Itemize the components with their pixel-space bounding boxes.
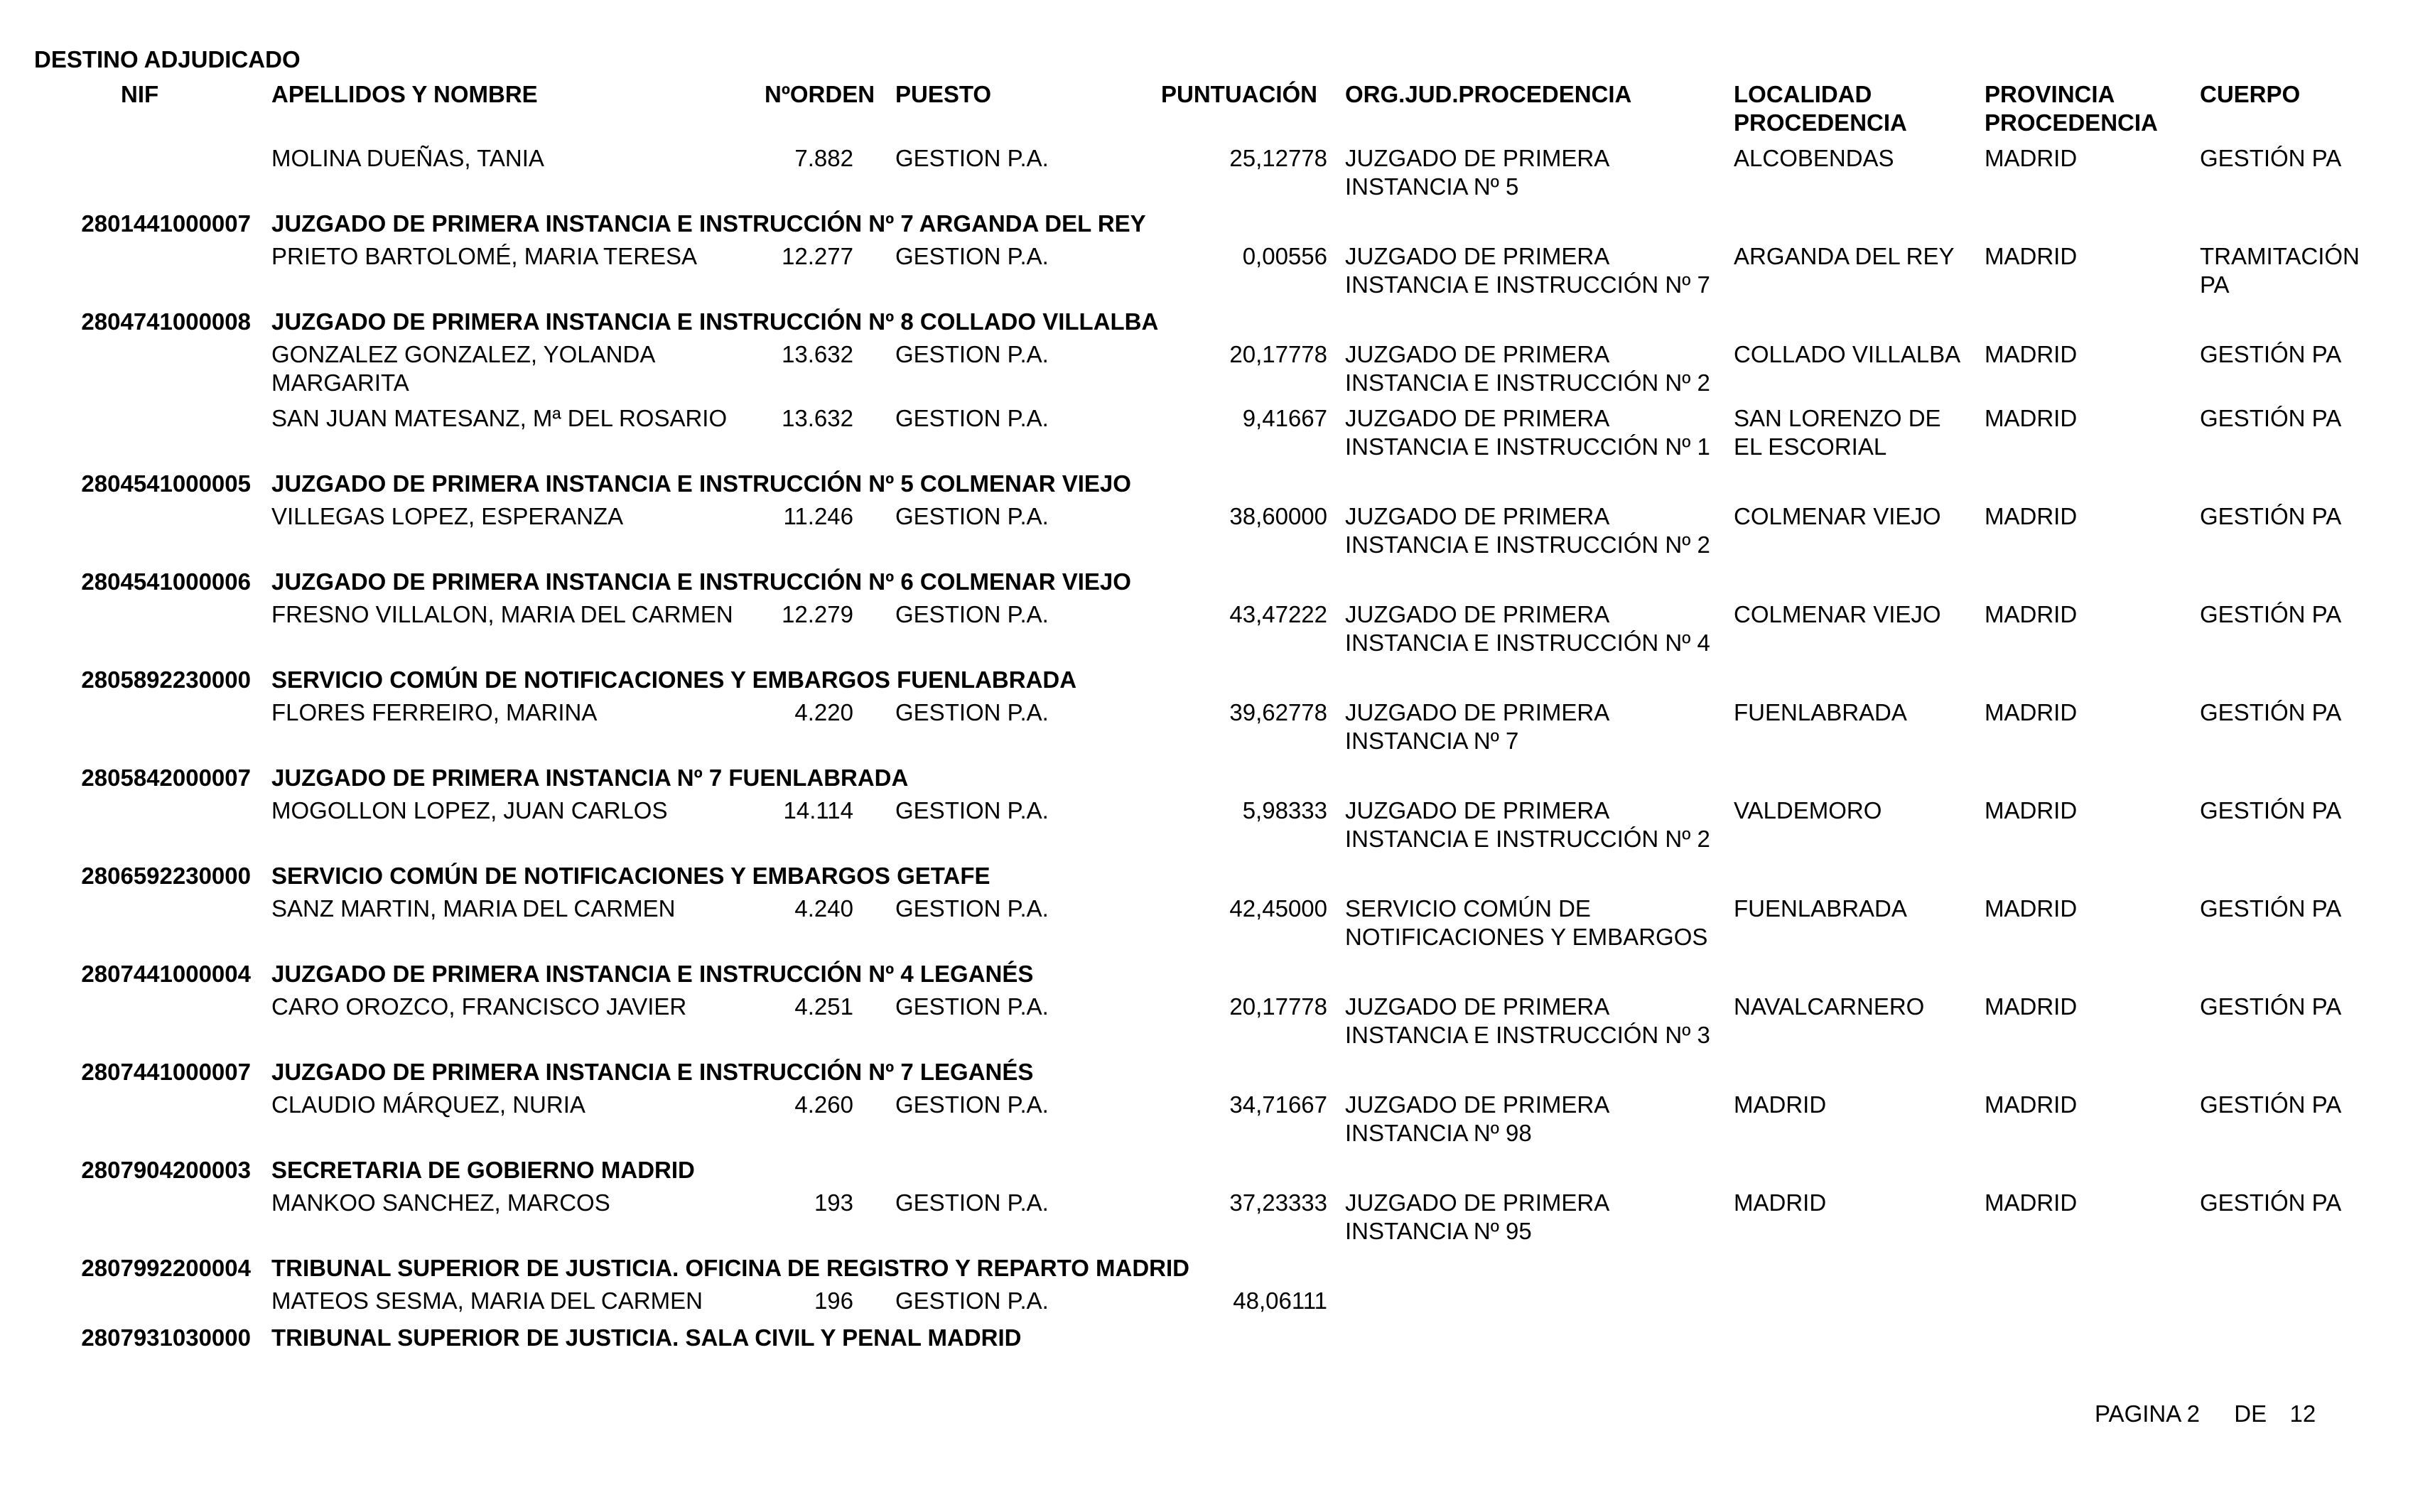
section-title: DESTINO ADJUDICADO xyxy=(34,46,301,72)
cuerpo-cell-line: GESTIÓN PA xyxy=(2200,601,2342,627)
provincia-cell: MADRID xyxy=(1985,699,2078,725)
group-title: SERVICIO COMÚN DE NOTIFICACIONES Y EMBARGOS FUENLABRADA xyxy=(271,666,1077,693)
person-name: CARO OROZCO, FRANCISCO JAVIER xyxy=(271,993,687,1020)
puesto-cell: GESTION P.A. xyxy=(895,699,1049,725)
puntuacion-cell: 5,98333 xyxy=(1242,797,1327,824)
person-name: CLAUDIO MÁRQUEZ, NURIA xyxy=(271,1091,585,1118)
puesto-cell: GESTION P.A. xyxy=(895,895,1049,922)
org-cell-line: JUZGADO DE PRIMERA xyxy=(1345,243,1610,269)
org-cell-line: INSTANCIA E INSTRUCCIÓN Nº 2 xyxy=(1345,826,1710,852)
cuerpo-cell-line: GESTIÓN PA xyxy=(2200,1091,2342,1118)
cuerpo-cell-line: TRAMITACIÓN xyxy=(2200,243,2360,269)
cuerpo-cell-line: GESTIÓN PA xyxy=(2200,503,2342,529)
group-nif: 2807441000004 xyxy=(81,961,251,987)
puntuacion-cell: 39,62778 xyxy=(1229,699,1327,725)
localidad-cell-line: MADRID xyxy=(1734,1189,1827,1216)
person-name: MOLINA DUEÑAS, TANIA xyxy=(271,145,544,171)
header-puesto: PUESTO xyxy=(895,81,992,107)
cuerpo-cell-line: GESTIÓN PA xyxy=(2200,145,2342,171)
group-title: JUZGADO DE PRIMERA INSTANCIA E INSTRUCCIÓN Nº 7 ARGANDA DEL REY xyxy=(271,210,1146,237)
org-cell-line: INSTANCIA Nº 95 xyxy=(1345,1218,1532,1244)
org-cell-line: NOTIFICACIONES Y EMBARGOS xyxy=(1345,924,1708,950)
cuerpo-cell-line: PA xyxy=(2200,271,2230,298)
org-cell-line: JUZGADO DE PRIMERA xyxy=(1345,145,1610,171)
localidad-cell-line: SAN LORENZO DE xyxy=(1734,405,1941,431)
orden-cell: 12.277 xyxy=(782,243,853,269)
localidad-cell-line: EL ESCORIAL xyxy=(1734,433,1887,460)
org-cell-line: SERVICIO COMÚN DE xyxy=(1345,895,1591,922)
provincia-cell: MADRID xyxy=(1985,1189,2078,1216)
page-total: 12 xyxy=(2289,1400,2316,1427)
org-cell-line: JUZGADO DE PRIMERA xyxy=(1345,699,1610,725)
provincia-cell: MADRID xyxy=(1985,145,2078,171)
orden-cell: 11.246 xyxy=(783,503,853,529)
cuerpo-cell-line: GESTIÓN PA xyxy=(2200,699,2342,725)
group-title: JUZGADO DE PRIMERA INSTANCIA Nº 7 FUENLABRADA xyxy=(271,765,909,791)
person-name: PRIETO BARTOLOMÉ, MARIA TERESA xyxy=(271,243,698,269)
orden-cell: 193 xyxy=(814,1189,853,1216)
puesto-cell: GESTION P.A. xyxy=(895,341,1049,367)
person-name: FLORES FERREIRO, MARINA xyxy=(271,699,598,725)
group-nif: 2804741000008 xyxy=(81,308,251,335)
group-title: JUZGADO DE PRIMERA INSTANCIA E INSTRUCCIÓN Nº 7 LEGANÉS xyxy=(271,1059,1034,1085)
puntuacion-cell: 0,00556 xyxy=(1242,243,1327,269)
orden-cell: 13.632 xyxy=(782,341,853,367)
group-nif: 2801441000007 xyxy=(81,210,251,237)
puesto-cell: GESTION P.A. xyxy=(895,405,1049,431)
cuerpo-cell-line: GESTIÓN PA xyxy=(2200,993,2342,1020)
puesto-cell: GESTION P.A. xyxy=(895,601,1049,627)
header-provincia-line1: PROVINCIA xyxy=(1985,81,2115,107)
person-name: MANKOO SANCHEZ, MARCOS xyxy=(271,1189,610,1216)
header-localidad xyxy=(1734,80,1907,137)
header-provincia-line2: PROCEDENCIA xyxy=(1985,109,2158,136)
puesto-cell: GESTION P.A. xyxy=(895,145,1049,171)
puntuacion-cell: 38,60000 xyxy=(1229,503,1327,529)
provincia-cell: MADRID xyxy=(1985,993,2078,1020)
person-name: MATEOS SESMA, MARIA DEL CARMEN xyxy=(271,1287,703,1314)
group-nif: 2807441000007 xyxy=(81,1059,251,1085)
org-cell-line: JUZGADO DE PRIMERA xyxy=(1345,503,1610,529)
provincia-cell: MADRID xyxy=(1985,797,2078,824)
group-nif: 2807992200004 xyxy=(81,1255,251,1281)
header-localidad-line1: LOCALIDAD xyxy=(1734,81,1872,107)
header-localidad-line2: PROCEDENCIA xyxy=(1734,109,1907,136)
cuerpo-cell-line: GESTIÓN PA xyxy=(2200,797,2342,824)
person-name: VILLEGAS LOPEZ, ESPERANZA xyxy=(271,503,624,529)
puntuacion-cell: 20,17778 xyxy=(1229,993,1327,1020)
puesto-cell: GESTION P.A. xyxy=(895,1091,1049,1118)
provincia-cell: MADRID xyxy=(1985,405,2078,431)
org-cell-line: INSTANCIA E INSTRUCCIÓN Nº 2 xyxy=(1345,369,1710,396)
header-puntuacion: PUNTUACIÓN xyxy=(1161,81,1317,107)
orden-cell: 12.279 xyxy=(782,601,853,627)
orden-cell: 14.114 xyxy=(783,797,853,824)
puntuacion-cell: 9,41667 xyxy=(1242,405,1327,431)
orden-cell: 4.220 xyxy=(794,699,853,725)
group-nif: 2804541000005 xyxy=(81,470,251,497)
localidad-cell-line: COLLADO VILLALBA xyxy=(1734,341,1961,367)
org-cell-line: JUZGADO DE PRIMERA xyxy=(1345,1091,1610,1118)
cuerpo-cell-line: GESTIÓN PA xyxy=(2200,341,2342,367)
provincia-cell: MADRID xyxy=(1985,1091,2078,1118)
cuerpo-cell-line: GESTIÓN PA xyxy=(2200,1189,2342,1216)
puntuacion-cell: 37,23333 xyxy=(1229,1189,1327,1216)
puntuacion-cell: 43,47222 xyxy=(1229,601,1327,627)
header-apellidos: APELLIDOS Y NOMBRE xyxy=(271,81,538,107)
group-nif: 2805892230000 xyxy=(81,666,251,693)
cuerpo-cell-line: GESTIÓN PA xyxy=(2200,895,2342,922)
puesto-cell: GESTION P.A. xyxy=(895,503,1049,529)
orden-cell: 13.632 xyxy=(782,405,853,431)
puesto-cell: GESTION P.A. xyxy=(895,243,1049,269)
orden-cell: 196 xyxy=(814,1287,853,1314)
puesto-cell: GESTION P.A. xyxy=(895,1189,1049,1216)
org-cell-line: INSTANCIA E INSTRUCCIÓN Nº 4 xyxy=(1345,630,1710,656)
provincia-cell: MADRID xyxy=(1985,503,2078,529)
header-provincia xyxy=(1985,80,2158,137)
person-name: MARGARITA xyxy=(271,369,409,396)
localidad-cell-line: COLMENAR VIEJO xyxy=(1734,601,1941,627)
page-label: PAGINA 2 xyxy=(2095,1400,2200,1427)
header-org: ORG.JUD.PROCEDENCIA xyxy=(1345,81,1632,107)
localidad-cell-line: FUENLABRADA xyxy=(1734,699,1907,725)
puntuacion-cell: 20,17778 xyxy=(1229,341,1327,367)
group-nif: 2805842000007 xyxy=(81,765,251,791)
puntuacion-cell: 25,12778 xyxy=(1229,145,1327,171)
page-of-label: DE xyxy=(2234,1400,2267,1427)
org-cell-line: INSTANCIA E INSTRUCCIÓN Nº 1 xyxy=(1345,433,1710,460)
localidad-cell-line: FUENLABRADA xyxy=(1734,895,1907,922)
localidad-cell-line: COLMENAR VIEJO xyxy=(1734,503,1941,529)
group-title: JUZGADO DE PRIMERA INSTANCIA E INSTRUCCIÓN Nº 4 LEGANÉS xyxy=(271,961,1034,987)
person-name: FRESNO VILLALON, MARIA DEL CARMEN xyxy=(271,601,733,627)
org-cell-line: JUZGADO DE PRIMERA xyxy=(1345,601,1610,627)
orden-cell: 4.251 xyxy=(794,993,853,1020)
person-name: MOGOLLON LOPEZ, JUAN CARLOS xyxy=(271,797,668,824)
group-title: JUZGADO DE PRIMERA INSTANCIA E INSTRUCCIÓN Nº 8 COLLADO VILLALBA xyxy=(271,308,1159,335)
localidad-cell-line: ALCOBENDAS xyxy=(1734,145,1894,171)
localidad-cell-line: VALDEMORO xyxy=(1734,797,1882,824)
puntuacion-cell: 48,06111 xyxy=(1233,1287,1327,1314)
org-cell-line: INSTANCIA E INSTRUCCIÓN Nº 2 xyxy=(1345,531,1710,558)
orden-cell: 7.882 xyxy=(794,145,853,171)
puesto-cell: GESTION P.A. xyxy=(895,1287,1049,1314)
group-nif: 2807931030000 xyxy=(81,1324,251,1351)
provincia-cell: MADRID xyxy=(1985,341,2078,367)
person-name: SANZ MARTIN, MARIA DEL CARMEN xyxy=(271,895,676,922)
puesto-cell: GESTION P.A. xyxy=(895,993,1049,1020)
page-footer xyxy=(2095,1400,2316,1428)
org-cell-line: JUZGADO DE PRIMERA xyxy=(1345,797,1610,824)
group-nif: 2804541000006 xyxy=(81,568,251,595)
provincia-cell: MADRID xyxy=(1985,243,2078,269)
puesto-cell: GESTION P.A. xyxy=(895,797,1049,824)
orden-cell: 4.240 xyxy=(794,895,853,922)
group-nif: 2807904200003 xyxy=(81,1157,251,1183)
org-cell-line: INSTANCIA Nº 7 xyxy=(1345,728,1519,754)
group-nif: 2806592230000 xyxy=(81,863,251,889)
orden-cell: 4.260 xyxy=(794,1091,853,1118)
group-title: JUZGADO DE PRIMERA INSTANCIA E INSTRUCCIÓN Nº 5 COLMENAR VIEJO xyxy=(271,470,1131,497)
person-name: GONZALEZ GONZALEZ, YOLANDA xyxy=(271,341,656,367)
org-cell-line: JUZGADO DE PRIMERA xyxy=(1345,405,1610,431)
puntuacion-cell: 42,45000 xyxy=(1229,895,1327,922)
group-title: TRIBUNAL SUPERIOR DE JUSTICIA. OFICINA DE REGISTRO Y REPARTO MADRID xyxy=(271,1255,1190,1281)
org-cell-line: JUZGADO DE PRIMERA xyxy=(1345,993,1610,1020)
org-cell-line: JUZGADO DE PRIMERA xyxy=(1345,341,1610,367)
person-name: SAN JUAN MATESANZ, Mª DEL ROSARIO xyxy=(271,405,728,431)
org-cell-line: INSTANCIA E INSTRUCCIÓN Nº 3 xyxy=(1345,1022,1710,1048)
group-title: SECRETARIA DE GOBIERNO MADRID xyxy=(271,1157,695,1183)
provincia-cell: MADRID xyxy=(1985,895,2078,922)
org-cell-line: JUZGADO DE PRIMERA xyxy=(1345,1189,1610,1216)
org-cell-line: INSTANCIA Nº 5 xyxy=(1345,173,1519,200)
group-title: TRIBUNAL SUPERIOR DE JUSTICIA. SALA CIVIL Y PENAL MADRID xyxy=(271,1324,1022,1351)
provincia-cell: MADRID xyxy=(1985,601,2078,627)
group-title: JUZGADO DE PRIMERA INSTANCIA E INSTRUCCIÓN Nº 6 COLMENAR VIEJO xyxy=(271,568,1131,595)
header-cuerpo: CUERPO xyxy=(2200,81,2301,107)
group-title: SERVICIO COMÚN DE NOTIFICACIONES Y EMBARGOS GETAFE xyxy=(271,863,990,889)
header-nif: NIF xyxy=(121,81,159,107)
localidad-cell-line: MADRID xyxy=(1734,1091,1827,1118)
org-cell-line: INSTANCIA Nº 98 xyxy=(1345,1120,1532,1146)
localidad-cell-line: NAVALCARNERO xyxy=(1734,993,1925,1020)
header-orden: NºORDEN xyxy=(765,81,875,107)
localidad-cell-line: ARGANDA DEL REY xyxy=(1734,243,1955,269)
org-cell-line: INSTANCIA E INSTRUCCIÓN Nº 7 xyxy=(1345,271,1710,298)
puntuacion-cell: 34,71667 xyxy=(1229,1091,1327,1118)
cuerpo-cell-line: GESTIÓN PA xyxy=(2200,405,2342,431)
